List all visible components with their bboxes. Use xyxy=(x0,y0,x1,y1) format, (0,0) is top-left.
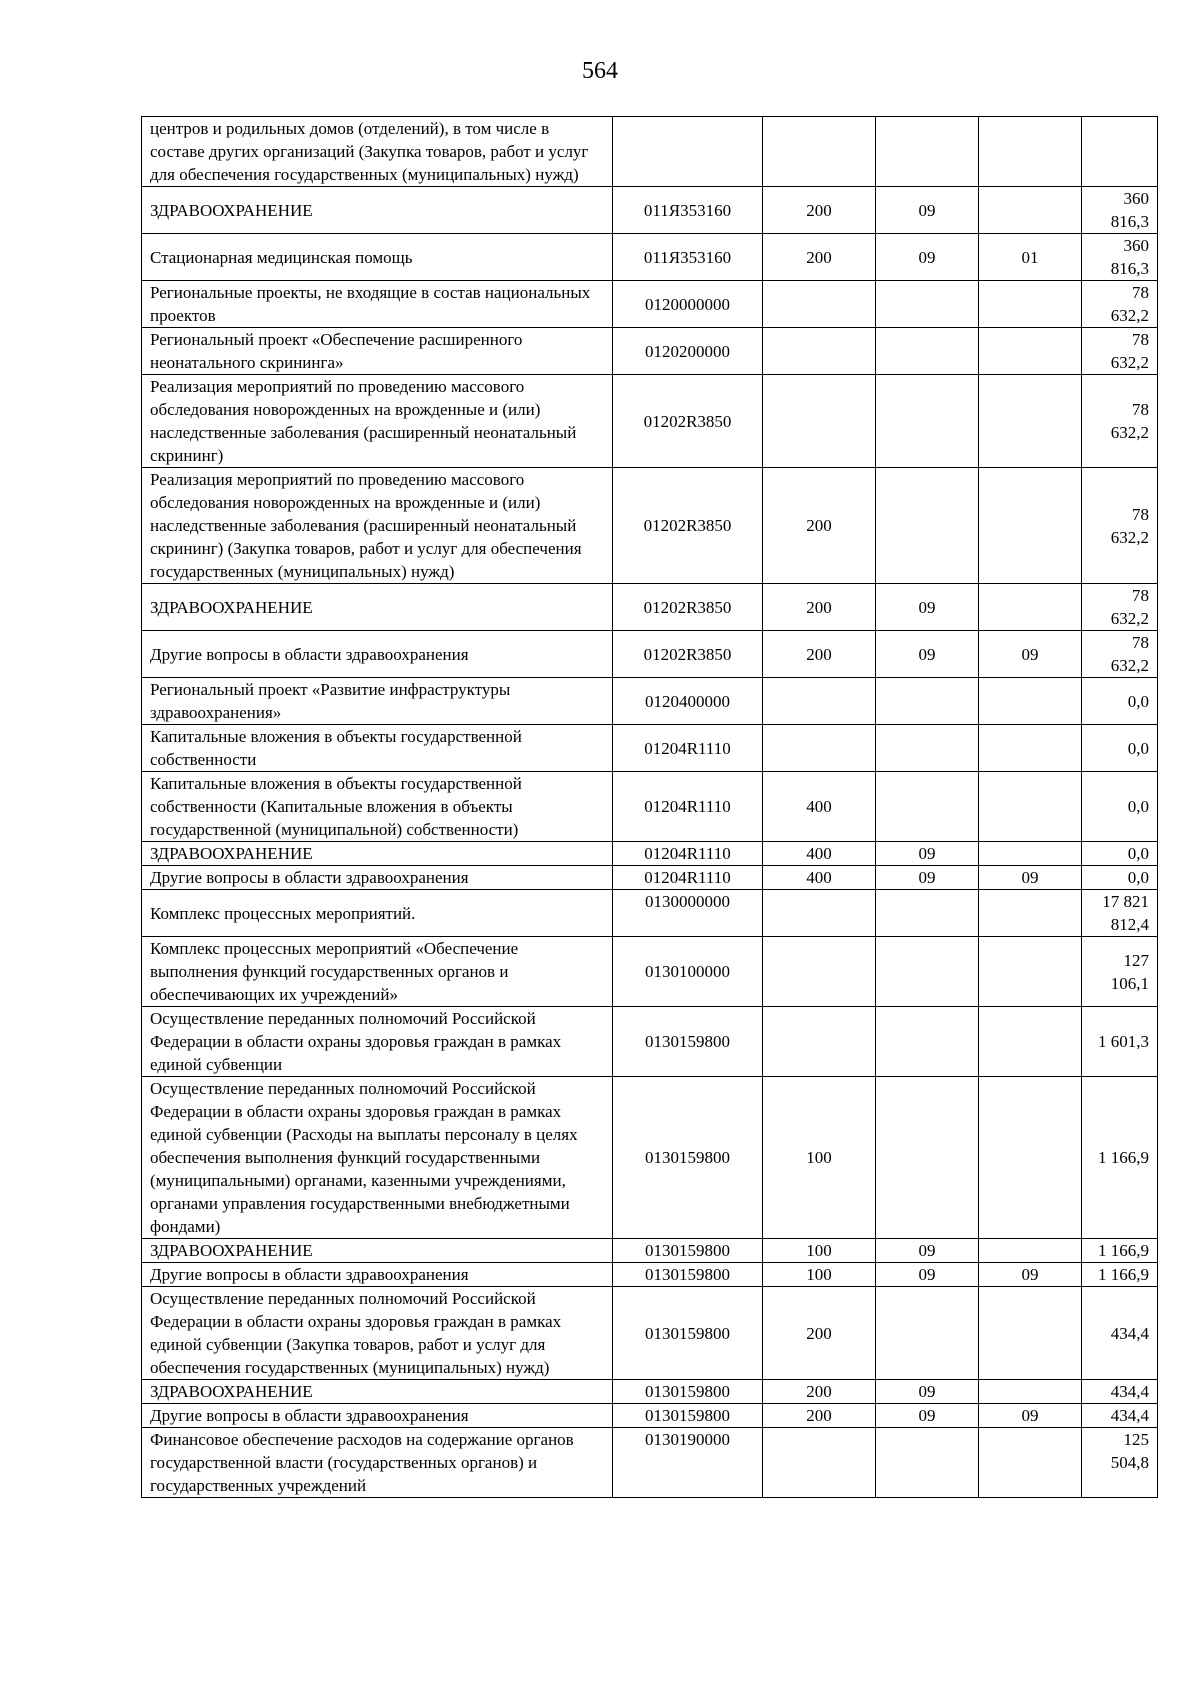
row-name: Региональные проекты, не входящие в состав национальных проектов xyxy=(142,281,613,328)
row-name: ЗДРАВООХРАНЕНИЕ xyxy=(142,187,613,234)
table-row xyxy=(142,1404,1158,1428)
row-section xyxy=(876,937,979,1007)
table-row xyxy=(142,187,1158,234)
row-name: Другие вопросы в области здравоохранения xyxy=(142,1263,613,1287)
row-amount: 0,0 xyxy=(1082,772,1158,842)
row-expense-type: 200 xyxy=(763,1380,876,1404)
row-expense-type xyxy=(763,678,876,725)
row-section: 09 xyxy=(876,187,979,234)
row-section xyxy=(876,328,979,375)
table-row xyxy=(142,281,1158,328)
table-row xyxy=(142,1263,1158,1287)
row-name: ЗДРАВООХРАНЕНИЕ xyxy=(142,1239,613,1263)
row-subsection xyxy=(979,1077,1082,1239)
row-section xyxy=(876,117,979,187)
row-amount: 125 504,8 xyxy=(1082,1428,1158,1498)
table-row xyxy=(142,1077,1158,1239)
table-row xyxy=(142,1287,1158,1380)
row-section: 09 xyxy=(876,1239,979,1263)
row-expense-type xyxy=(763,725,876,772)
table-row xyxy=(142,772,1158,842)
row-name: центров и родильных домов (отделений), в том числе в составе других организаций (Закупка товаров, работ и услуг для обеспечения государственных (муниципальных) нужд) xyxy=(142,117,613,187)
row-expense-type xyxy=(763,117,876,187)
page-number: 564 xyxy=(582,58,618,84)
row-section xyxy=(876,725,979,772)
row-section: 09 xyxy=(876,631,979,678)
row-amount: 17 821 812,4 xyxy=(1082,890,1158,937)
table-row xyxy=(142,678,1158,725)
row-name: Реализация мероприятий по проведению массового обследования новорожденных на врожденные и (или) наследственные заболевания (расширенный неонатальный скрининг) (Закупка товаров, работ и услуг для обеспечения государственных (муниципальных) нужд) xyxy=(142,468,613,584)
row-code: 01204R1110 xyxy=(613,772,763,842)
row-expense-type: 400 xyxy=(763,842,876,866)
row-name: Капитальные вложения в объекты государственной собственности (Капитальные вложения в объекты государственной (муниципальной) собственности) xyxy=(142,772,613,842)
row-code: 0130159800 xyxy=(613,1077,763,1239)
row-name: Реализация мероприятий по проведению массового обследования новорожденных на врожденные и (или) наследственные заболевания (расширенный неонатальный скрининг) xyxy=(142,375,613,468)
row-section: 09 xyxy=(876,842,979,866)
table-row xyxy=(142,584,1158,631)
table-row xyxy=(142,725,1158,772)
row-name: Другие вопросы в области здравоохранения xyxy=(142,1404,613,1428)
row-expense-type xyxy=(763,890,876,937)
row-amount: 0,0 xyxy=(1082,678,1158,725)
row-subsection xyxy=(979,890,1082,937)
row-expense-type: 200 xyxy=(763,187,876,234)
row-name: Комплекс процессных мероприятий «Обеспечение выполнения функций государственных органов и обеспечивающих их учреждений» xyxy=(142,937,613,1007)
row-name: Осуществление переданных полномочий Российской Федерации в области охраны здоровья граждан в рамках единой субвенции (Закупка товаров, работ и услуг для обеспечения государственных (муниципальных) нужд) xyxy=(142,1287,613,1380)
row-subsection xyxy=(979,187,1082,234)
table-row xyxy=(142,117,1158,187)
row-code: 01202R3850 xyxy=(613,375,763,468)
row-amount: 127 106,1 xyxy=(1082,937,1158,1007)
row-expense-type: 100 xyxy=(763,1077,876,1239)
row-subsection xyxy=(979,937,1082,1007)
row-expense-type: 100 xyxy=(763,1239,876,1263)
row-subsection: 01 xyxy=(979,234,1082,281)
row-name: ЗДРАВООХРАНЕНИЕ xyxy=(142,1380,613,1404)
row-subsection xyxy=(979,468,1082,584)
row-name: Стационарная медицинская помощь xyxy=(142,234,613,281)
row-name: Другие вопросы в области здравоохранения xyxy=(142,631,613,678)
table-row xyxy=(142,937,1158,1007)
row-subsection: 09 xyxy=(979,1263,1082,1287)
row-subsection xyxy=(979,1287,1082,1380)
row-section xyxy=(876,468,979,584)
row-amount: 1 601,3 xyxy=(1082,1007,1158,1077)
row-amount: 1 166,9 xyxy=(1082,1263,1158,1287)
row-amount: 360 816,3 xyxy=(1082,234,1158,281)
row-section xyxy=(876,1428,979,1498)
table-row xyxy=(142,631,1158,678)
row-amount: 78 632,2 xyxy=(1082,375,1158,468)
row-code: 0130159800 xyxy=(613,1287,763,1380)
row-code: 0130159800 xyxy=(613,1380,763,1404)
row-code: 0130100000 xyxy=(613,937,763,1007)
row-amount: 78 632,2 xyxy=(1082,281,1158,328)
row-subsection xyxy=(979,842,1082,866)
row-expense-type: 200 xyxy=(763,1287,876,1380)
row-code: 0130159800 xyxy=(613,1007,763,1077)
row-amount: 360 816,3 xyxy=(1082,187,1158,234)
row-amount: 78 632,2 xyxy=(1082,584,1158,631)
row-expense-type xyxy=(763,328,876,375)
row-subsection xyxy=(979,1239,1082,1263)
row-code: 01204R1110 xyxy=(613,842,763,866)
table-row xyxy=(142,1380,1158,1404)
row-section: 09 xyxy=(876,1263,979,1287)
row-subsection xyxy=(979,1380,1082,1404)
row-section xyxy=(876,1007,979,1077)
row-subsection xyxy=(979,678,1082,725)
table-row xyxy=(142,1239,1158,1263)
row-subsection xyxy=(979,375,1082,468)
table-row xyxy=(142,866,1158,890)
row-expense-type: 400 xyxy=(763,866,876,890)
row-subsection: 09 xyxy=(979,1404,1082,1428)
row-code: 01202R3850 xyxy=(613,468,763,584)
row-subsection: 09 xyxy=(979,631,1082,678)
row-subsection xyxy=(979,1428,1082,1498)
table-row xyxy=(142,375,1158,468)
row-expense-type: 200 xyxy=(763,1404,876,1428)
row-name: Финансовое обеспечение расходов на содержание органов государственной власти (государственных органов) и государственных учреждений xyxy=(142,1428,613,1498)
row-expense-type: 400 xyxy=(763,772,876,842)
row-expense-type xyxy=(763,281,876,328)
row-subsection xyxy=(979,725,1082,772)
row-code: 0130190000 xyxy=(613,1428,763,1498)
row-code: 0120400000 xyxy=(613,678,763,725)
row-amount: 434,4 xyxy=(1082,1287,1158,1380)
row-expense-type xyxy=(763,375,876,468)
row-section xyxy=(876,890,979,937)
row-section: 09 xyxy=(876,1404,979,1428)
row-amount: 434,4 xyxy=(1082,1380,1158,1404)
row-code: 011Я353160 xyxy=(613,187,763,234)
row-code: 0130159800 xyxy=(613,1239,763,1263)
row-expense-type xyxy=(763,1007,876,1077)
table-row xyxy=(142,890,1158,937)
row-name: Капитальные вложения в объекты государственной собственности xyxy=(142,725,613,772)
row-code: 0120000000 xyxy=(613,281,763,328)
table-row xyxy=(142,328,1158,375)
row-name: Осуществление переданных полномочий Российской Федерации в области охраны здоровья граждан в рамках единой субвенции (Расходы на выплаты персоналу в целях обеспечения выполнения функций государственными (муниципальными) органами, казенными учреждениями, органами управления государственными внебюджетными фондами) xyxy=(142,1077,613,1239)
row-code: 0120200000 xyxy=(613,328,763,375)
row-expense-type: 200 xyxy=(763,631,876,678)
table-row xyxy=(142,1428,1158,1498)
row-expense-type xyxy=(763,1428,876,1498)
row-amount: 434,4 xyxy=(1082,1404,1158,1428)
row-section xyxy=(876,375,979,468)
budget-table xyxy=(141,116,1158,1498)
row-code: 0130159800 xyxy=(613,1404,763,1428)
row-section xyxy=(876,678,979,725)
row-expense-type: 200 xyxy=(763,584,876,631)
row-amount: 1 166,9 xyxy=(1082,1077,1158,1239)
row-code xyxy=(613,117,763,187)
row-section xyxy=(876,281,979,328)
row-subsection xyxy=(979,281,1082,328)
row-name: Осуществление переданных полномочий Российской Федерации в области охраны здоровья граждан в рамках единой субвенции xyxy=(142,1007,613,1077)
row-amount: 78 632,2 xyxy=(1082,631,1158,678)
row-section xyxy=(876,1077,979,1239)
row-expense-type: 200 xyxy=(763,468,876,584)
row-section xyxy=(876,772,979,842)
row-amount: 78 632,2 xyxy=(1082,328,1158,375)
row-expense-type: 100 xyxy=(763,1263,876,1287)
row-name: Региональный проект «Обеспечение расширенного неонатального скрининга» xyxy=(142,328,613,375)
row-code: 01202R3850 xyxy=(613,584,763,631)
row-section: 09 xyxy=(876,866,979,890)
row-amount: 78 632,2 xyxy=(1082,468,1158,584)
row-code: 0130000000 xyxy=(613,890,763,937)
table-row xyxy=(142,1007,1158,1077)
row-subsection: 09 xyxy=(979,866,1082,890)
table-row xyxy=(142,842,1158,866)
row-expense-type xyxy=(763,937,876,1007)
row-code: 011Я353160 xyxy=(613,234,763,281)
row-section: 09 xyxy=(876,584,979,631)
row-amount: 1 166,9 xyxy=(1082,1239,1158,1263)
row-code: 0130159800 xyxy=(613,1263,763,1287)
row-expense-type: 200 xyxy=(763,234,876,281)
row-code: 01204R1110 xyxy=(613,866,763,890)
row-subsection xyxy=(979,328,1082,375)
row-name: ЗДРАВООХРАНЕНИЕ xyxy=(142,584,613,631)
table-row xyxy=(142,234,1158,281)
row-code: 01202R3850 xyxy=(613,631,763,678)
row-name: Региональный проект «Развитие инфраструктуры здравоохранения» xyxy=(142,678,613,725)
row-section: 09 xyxy=(876,1380,979,1404)
row-subsection xyxy=(979,1007,1082,1077)
row-name: Другие вопросы в области здравоохранения xyxy=(142,866,613,890)
table-row xyxy=(142,468,1158,584)
row-name: Комплекс процессных мероприятий. xyxy=(142,890,613,937)
row-subsection xyxy=(979,772,1082,842)
row-amount: 0,0 xyxy=(1082,842,1158,866)
row-amount: 0,0 xyxy=(1082,866,1158,890)
row-code: 01204R1110 xyxy=(613,725,763,772)
row-name: ЗДРАВООХРАНЕНИЕ xyxy=(142,842,613,866)
row-subsection xyxy=(979,117,1082,187)
row-amount xyxy=(1082,117,1158,187)
row-subsection xyxy=(979,584,1082,631)
row-section: 09 xyxy=(876,234,979,281)
row-amount: 0,0 xyxy=(1082,725,1158,772)
row-section xyxy=(876,1287,979,1380)
